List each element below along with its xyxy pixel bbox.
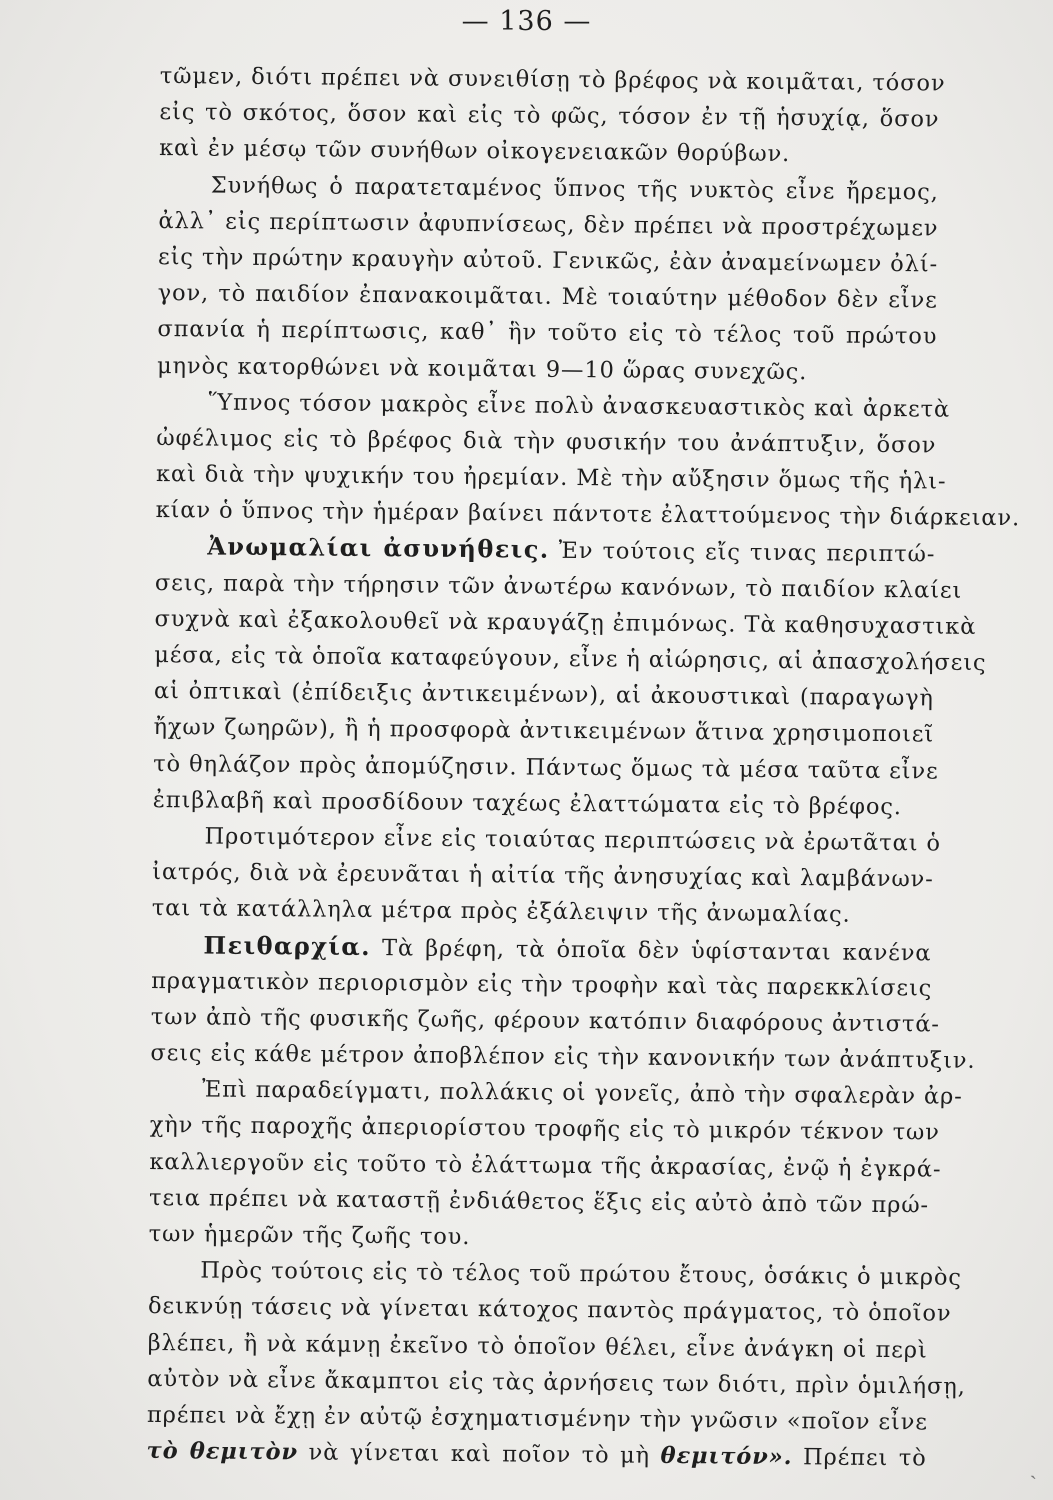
text-line: [146, 1433, 926, 1477]
text-fragment: Πρέπει τὸ: [792, 1444, 927, 1472]
text-line: πρέπει νὰ ἔχῃ ἐν αὐτῷ ἐσχηματισμένην τὴν γνῶσιν «ποῖον εἶνε: [146, 1401, 928, 1436]
text-line: ἀλλ᾽ εἰς περίπτωσιν ἀφυπνίσεως, δὲν πρέπει νὰ προστρέχωμεν: [158, 207, 939, 242]
text-line: Πρὸς τούτοις εἰς τὸ τέλος τοῦ πρώτου ἔτους, ὁσάκις ὁ μικρὸς: [200, 1257, 962, 1291]
body-text: [146, 58, 1021, 1477]
text-line: χὴν τῆς παροχῆς ἀπεριορίστου τροφῆς εἰς τὸ μικρόν τέκνον των: [149, 1112, 940, 1146]
text-line: καὶ ἐν μέσῳ τῶν συνήθων οἰκογενειακῶν θορύβων.: [159, 135, 791, 168]
text-line: τῶμεν, διότι πρέπει νὰ συνειθίσῃ τὸ βρέφος νὰ κοιμᾶται, τόσον: [159, 62, 946, 97]
text-line: καλλιεργοῦν εἰς τοῦτο τὸ ἐλάττωμα τῆς ἀκρασίας, ἐνῷ ἡ ἐγκρά-: [149, 1148, 942, 1183]
text-line: Συνήθως ὁ παρατεταμένος ὕπνος τῆς νυκτὸς εἶνε ἤρεμος,: [210, 172, 939, 206]
text-line: Προτιμότερον εἶνε εἰς τοιαύτας περιπτώσεις νὰ ἐρωτᾶται ὁ: [204, 823, 941, 857]
text-line: εἰς τὴν πρώτην κραυγὴν αὐτοῦ. Γενικῶς, ἐὰν ἀναμείνωμεν ὀλί-: [157, 243, 939, 278]
text-line: συχνὰ καὶ ἐξακολουθεῖ νὰ κραυγάζῃ ἐπιμόνως. Τὰ καθησυχαστικὰ: [154, 605, 977, 640]
emphasized-term: τὸ θεμιτὸν: [146, 1438, 299, 1466]
text-line: γον, τὸ παιδίον ἐπανακοιμᾶται. Μὲ τοιαύτην μέθοδον δὲν εἶνε: [157, 280, 938, 314]
text-line: τὸ θηλάζον πρὸς ἀπομύζησιν. Πάντως ὅμως τὰ μέσα ταῦτα εἶνε: [153, 750, 939, 785]
text-line: σεις εἰς κάθε μέτρον ἀποβλέπον εἰς τὴν κανονικήν των ἀνάπτυξιν.: [150, 1040, 976, 1074]
section-heading-anomalies: Ἀνωμαλίαι ἀσυνήθεις.: [207, 531, 550, 565]
section-heading-discipline: Πειθαρχία.: [203, 929, 372, 961]
text-line: σεις, παρὰ τὴν τήρησιν τῶν ἀνωτέρω κανόνων, τὸ παιδίον κλαίει: [154, 569, 963, 604]
text-fragment: Τὰ βρέφη, τὰ ὁποῖα δὲν ὑφίστανται κανένα: [370, 934, 932, 966]
text-line: εἰς τὸ σκότος, ὅσον καὶ εἰς τὸ φῶς, τόσον ἐν τῇ ἡσυχίᾳ, ὅσον: [159, 99, 940, 133]
text-line: δεικνύῃ τάσεις νὰ γίνεται κάτοχος παντὸς πράγματος, τὸ ὁποῖον: [147, 1293, 952, 1328]
margin-mark: ˎ: [1029, 1455, 1037, 1480]
text-line: ἐπιβλαβῆ καὶ προσδίδουν ταχέως ἐλαττώματα εἰς τὸ βρέφος.: [152, 786, 903, 820]
text-line: τεια πρέπει νὰ καταστῇ ἐνδιάθετος ἕξις εἰς αὐτὸ ἀπὸ τῶν πρώ-: [148, 1184, 930, 1219]
text-line: πραγματικὸν περιορισμὸν εἰς τὴν τροφὴν καὶ τὰς παρεκκλίσεις: [151, 967, 933, 1002]
text-line: βλέπει, ἢ νὰ κάμνῃ ἐκεῖνο τὸ ὁποῖον θέλει, εἶνε ἀνάγκη οἱ περὶ: [147, 1329, 928, 1363]
text-line: ἤχων ζωηρῶν), ἢ ἡ προσφορὰ ἀντικειμένων ἅτινα χρησιμοποιεῖ: [153, 714, 935, 748]
text-line: αὐτὸν νὰ εἶνε ἄκαμπτοι εἰς τὰς ἀρνήσεις των διότι, πρὶν ὁμιλήσῃ,: [147, 1365, 966, 1400]
emphasized-term: θεμιτόν».: [660, 1442, 793, 1471]
text-line: αἱ ὀπτικαὶ (ἐπίδειξις ἀντικειμένων), αἱ ἀκουστικαὶ (παραγωγὴ: [153, 678, 935, 712]
text-line: μηνὸς κατορθώνει νὰ κοιμᾶται 9—10 ὥρας συνεχῶς.: [156, 352, 808, 385]
text-line: κίαν ὁ ὕπνος τὴν ἡμέραν βαίνει πάντοτε ἐλαττούμενος τὴν διάρκειαν.: [155, 497, 1021, 532]
text-line: των ἡμερῶν τῆς ζωῆς του.: [148, 1220, 471, 1251]
text-line: ὠφέλιμος εἰς τὸ βρέφος διὰ τὴν φυσικήν του ἀνάπτυξιν, ὅσον: [156, 424, 937, 459]
text-line: ται τὰ κατάλληλα μέτρα πρὸς ἐξάλειψιν τῆς ἀνωμαλίας.: [151, 895, 851, 928]
text-line: Ἐπὶ παραδείγματι, πολλάκις οἱ γονεῖς, ἀπὸ τὴν σφαλερὰν ἀρ-: [201, 1076, 963, 1111]
text-line: ἰατρός, διὰ νὰ ἐρευνᾶται ἡ αἰτία τῆς ἀνησυχίας καὶ λαμβάνων-: [152, 859, 934, 893]
text-line: Ὕπνος τόσον μακρὸς εἶνε πολὺ ἀνασκευαστικὸς καὶ ἀρκετὰ: [208, 389, 951, 423]
text-fragment: νὰ γίνεται καὶ ποῖον τὸ μὴ: [297, 1439, 661, 1469]
text-line: των ἀπὸ τῆς φυσικῆς ζωῆς, φέρουν κατόπιν διαφόρους ἀντιστά-: [150, 1003, 941, 1038]
text-line: καὶ διὰ τὴν ψυχικήν του ἠρεμίαν. Μὲ τὴν αὔξησιν ὅμως τῆς ἡλι-: [155, 461, 947, 495]
text-line: σπανία ἡ περίπτωσις, καθ᾽ ἣν τοῦτο εἰς τὸ τέλος τοῦ πρώτου: [157, 316, 938, 350]
text-fragment: Ἐν τούτοις εἴς τινας περιπτώ-: [549, 538, 936, 568]
page-number: — 136 —: [461, 6, 592, 37]
text-line: μέσα, εἰς τὰ ὁποῖα καταφεύγουν, εἶνε ἡ αἰώρησις, αἱ ἀπασχολήσεις: [154, 641, 987, 676]
